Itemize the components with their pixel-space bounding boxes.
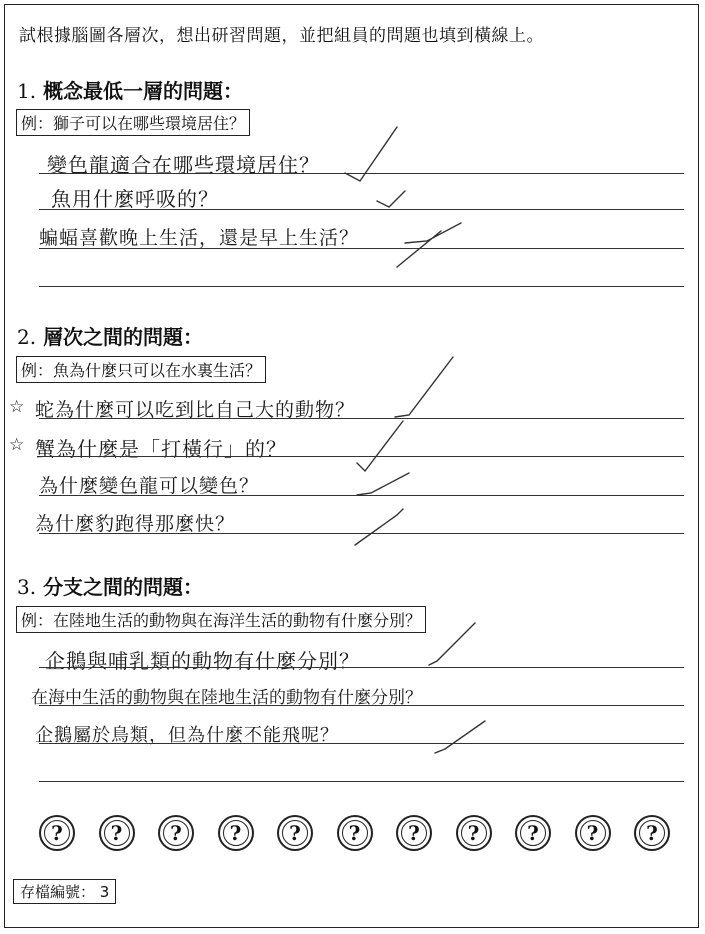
section-2-answer-1: 蛇為什麼可以吃到比自己大的動物？ xyxy=(35,399,356,421)
question-mark-glyph: ? xyxy=(229,821,242,845)
section-1-answer-2: 魚用什麼呼吸的？ xyxy=(51,187,219,211)
file-number-label: 存檔編號： xyxy=(20,883,96,901)
question-mark-glyph: ? xyxy=(586,821,599,845)
check-mark-icon xyxy=(357,473,409,495)
check-mark-icon xyxy=(345,127,397,181)
section-3-example: 例：在陸地生活的動物與在海洋生活的動物有什麼分別？ xyxy=(16,606,426,633)
section-1-heading: 概念最低一層的問題： xyxy=(43,79,244,103)
section-2-heading: 層次之間的問題： xyxy=(43,325,204,349)
question-mark-glyph: ? xyxy=(348,821,361,845)
question-mark-glyph: ? xyxy=(527,821,539,845)
check-mark-icon xyxy=(435,721,485,753)
file-number-value: 3 xyxy=(99,883,110,901)
question-mark-glyph: ? xyxy=(646,821,658,845)
check-marks xyxy=(5,5,700,929)
section-3-answer-1: 企鵝與哺乳類的動物有什麼分別？ xyxy=(45,649,360,673)
section-1-answer-3: 蝙蝠喜歡晚上生活，還是早上生活？ xyxy=(39,227,360,249)
question-mark-glyph: ? xyxy=(110,821,123,845)
check-mark-icon xyxy=(395,357,453,417)
section-3-heading: 分支之間的問題： xyxy=(43,575,204,599)
section-2-answer-4: 為什麼豹跑得那麼快？ xyxy=(35,513,236,535)
instruction-text: 試根據腦圖各層次，想出研習問題，並把組員的問題也填到橫線上。 xyxy=(19,26,544,46)
question-mark-glyph: ? xyxy=(170,821,182,845)
question-mark-glyph: ? xyxy=(467,821,480,845)
section-1-example: 例：獅子可以在哪些環境居住？ xyxy=(16,109,250,136)
section-2-answer-3: 為什麼變色龍可以變色？ xyxy=(39,475,260,497)
section-2-number: 2. xyxy=(17,325,37,349)
question-mark-glyph: ? xyxy=(408,821,420,845)
check-mark-icon xyxy=(357,421,403,471)
check-mark-icon xyxy=(377,191,405,207)
section-1-number: 1. xyxy=(17,79,37,103)
star-mark: ☆ xyxy=(9,397,25,417)
star-mark: ☆ xyxy=(9,435,25,455)
section-2-example: 例：魚為什麼只可以在水裏生活？ xyxy=(16,356,266,383)
section-3-number: 3. xyxy=(17,575,37,599)
worksheet xyxy=(4,4,699,928)
section-3-answer-3: 企鵝屬於鳥類，但為什麼不能飛呢？ xyxy=(35,725,339,746)
section-3-answer-2: 在海中生活的動物與在陸地生活的動物有什麼分別？ xyxy=(31,688,422,708)
check-mark-icon xyxy=(355,509,403,545)
check-mark-icon xyxy=(429,623,475,665)
question-mark-glyph: ? xyxy=(51,821,63,845)
section-2-answer-2: 蟹為什麼是「打橫行」的？ xyxy=(35,437,287,461)
section-1-answer-1: 變色龍適合在哪些環境居住？ xyxy=(47,153,320,177)
question-mark-glyph: ? xyxy=(289,821,301,845)
check-mark-icon xyxy=(397,223,461,267)
